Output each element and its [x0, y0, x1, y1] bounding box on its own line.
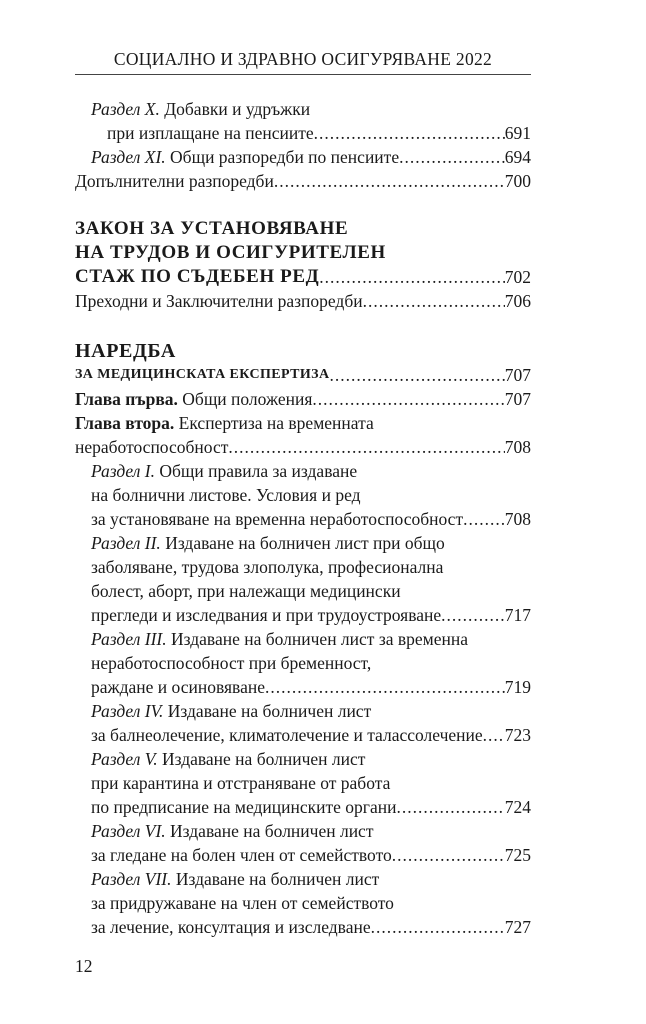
- page-ref: 702: [504, 267, 531, 287]
- naredba-subtitle: [75, 363, 531, 387]
- dot-leader: [463, 507, 505, 531]
- dot-leader: [441, 603, 505, 627]
- toc-entry-razdel-v: [91, 747, 531, 771]
- entry-text: Общи разпоредби по пенсиите: [170, 147, 400, 167]
- entry-text: раждане и осиновяване: [91, 677, 265, 697]
- toc-entry-razdel-vi: [91, 819, 531, 843]
- toc-entry-glava-2: [75, 411, 531, 435]
- page-ref: 706: [504, 291, 531, 311]
- dot-leader: [228, 435, 504, 459]
- entry-text: Общи положения: [182, 389, 313, 409]
- toc-entry-line: [91, 555, 531, 579]
- entry-text: заболяване, трудова злополука, професионална: [91, 557, 444, 577]
- toc-entry-line: [91, 579, 531, 603]
- dot-leader: [314, 121, 505, 145]
- zakon-title-line3: [75, 265, 531, 289]
- section-title: СТАЖ ПО СЪДЕБЕН РЕД: [75, 266, 320, 287]
- entry-text: на болнични листове. Условия и ред: [91, 485, 361, 505]
- entry-label: Глава втора.: [75, 413, 175, 433]
- entry-text: неработоспособност при бременност,: [91, 653, 372, 673]
- page-ref: 700: [504, 171, 531, 191]
- toc-entry-razdel-iii: [91, 627, 531, 651]
- header-rule: [75, 74, 531, 75]
- toc-entry-line: [91, 795, 531, 819]
- dot-leader: [399, 145, 505, 169]
- entry-text: Общи правила за издаване: [159, 461, 358, 481]
- toc-entry-line: [107, 121, 531, 145]
- entry-text: Издаване на болничен лист: [170, 821, 374, 841]
- toc-entry-prehodni: [75, 289, 531, 313]
- page-ref: 707: [504, 389, 531, 409]
- entry-text: по предписание на медицинските органи: [91, 797, 397, 817]
- page-ref: 723: [504, 725, 531, 745]
- dot-leader: [274, 169, 505, 193]
- page-ref: 708: [504, 509, 531, 529]
- entry-text: прегледи и изследвания и при трудоустрояване: [91, 605, 442, 625]
- entry-text: за придружаване на член от семейството: [91, 893, 394, 913]
- page-ref: 725: [504, 845, 531, 865]
- toc-entry-line: [91, 723, 531, 747]
- entry-label: Раздел IV.: [91, 701, 164, 721]
- entry-text: за гледане на болен член от семейството: [91, 845, 392, 865]
- entry-text: Добавки и удръжки: [164, 99, 311, 119]
- toc-entry-line: [91, 675, 531, 699]
- entry-label: Раздел VI.: [91, 821, 166, 841]
- page-number: 12: [75, 956, 93, 976]
- toc-entry-razdel-vii: [91, 867, 531, 891]
- entry-text: Издаване на болничен лист: [167, 701, 372, 721]
- toc-entry-razdel-iv: [91, 699, 531, 723]
- entry-text: при карантина и отстраняване от работа: [91, 773, 391, 793]
- entry-label: Глава първа.: [75, 389, 178, 409]
- running-header: СОЦИАЛНО И ЗДРАВНО ОСИГУРЯВАНЕ 2022: [113, 49, 493, 69]
- toc-entry-line: [91, 483, 531, 507]
- toc-entry-razdel-xi: [91, 145, 531, 169]
- toc-entry-line: [91, 507, 531, 531]
- toc-entry-razdel-x: [91, 97, 531, 121]
- page-ref: 719: [504, 677, 531, 697]
- toc-entry-razdel-i: [91, 459, 531, 483]
- entry-label: Раздел II.: [91, 533, 161, 553]
- entry-label: Раздел V.: [91, 749, 158, 769]
- entry-text: болест, аборт, при належащи медицински: [91, 581, 401, 601]
- toc-entry-line: [91, 603, 531, 627]
- entry-text: Издаване на болничен лист: [175, 869, 380, 889]
- entry-label: Раздел X.: [91, 99, 160, 119]
- toc-entry-line: [91, 843, 531, 867]
- dot-leader: [319, 265, 504, 289]
- entry-text: неработоспособност: [75, 437, 229, 457]
- entry-text: за балнеолечение, климатолечение и талассолечение: [91, 725, 483, 745]
- entry-label: Раздел I.: [91, 461, 155, 481]
- page-ref: 727: [504, 917, 531, 937]
- entry-text: Допълнителни разпоредби: [75, 171, 274, 191]
- entry-text: Издаване на болничен лист: [161, 749, 366, 769]
- dot-leader: [312, 387, 504, 411]
- entry-label: Раздел III.: [91, 629, 167, 649]
- dot-leader: [371, 915, 505, 939]
- entry-label: Раздел VII.: [91, 869, 172, 889]
- entry-text: Издаване на болничен лист при общо: [165, 533, 445, 553]
- page-ref: 724: [504, 797, 531, 817]
- toc-entry-line: [91, 915, 531, 939]
- toc-entry-glava-1: [75, 387, 531, 411]
- dot-leader: [329, 363, 504, 387]
- toc-entry-line: [91, 771, 531, 795]
- entry-text: за установяване на временна неработоспособност: [91, 509, 464, 529]
- entry-text: Преходни и Заключителни разпоредби: [75, 291, 363, 311]
- toc-entry-dopalnitelni: [75, 169, 531, 193]
- dot-leader: [392, 843, 505, 867]
- page-ref: 691: [504, 123, 531, 143]
- dot-leader: [396, 795, 504, 819]
- page-ref: 707: [504, 365, 531, 385]
- toc-entry-line: [75, 435, 531, 459]
- dot-leader: [265, 675, 505, 699]
- page-ref: 694: [504, 147, 531, 167]
- section-subtitle: ЗА МЕДИЦИНСКАТА ЕКСПЕРТИЗА: [75, 367, 330, 382]
- dot-leader: [363, 289, 505, 313]
- entry-text: Експертиза на временната: [178, 413, 374, 433]
- dot-leader: [483, 723, 505, 747]
- page-ref: 708: [504, 437, 531, 457]
- entry-text: при изплащане на пенсиите: [107, 123, 314, 143]
- naredba-title: НАРЕДБА: [75, 340, 176, 362]
- toc-entry-line: [91, 891, 531, 915]
- toc-entry-razdel-ii: [91, 531, 531, 555]
- zakon-title-line1: ЗАКОН ЗА УСТАНОВЯВАНЕ: [75, 218, 349, 239]
- entry-text: Издаване на болничен лист за временна: [171, 629, 468, 649]
- entry-label: Раздел XI.: [91, 147, 166, 167]
- toc-entry-line: [91, 651, 531, 675]
- entry-text: за лечение, консултация и изследване: [91, 917, 371, 937]
- zakon-title-line2: НА ТРУДОВ И ОСИГУРИТЕЛЕН: [75, 242, 386, 263]
- page-ref: 717: [504, 605, 531, 625]
